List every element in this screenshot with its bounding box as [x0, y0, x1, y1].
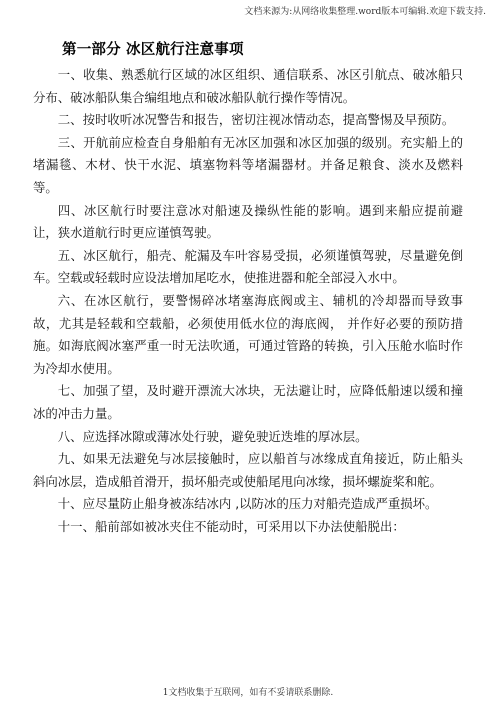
document-body — [33, 64, 463, 538]
paragraph-5: 五、冰区航行，船壳、舵漏及车叶容易受损，必须谨慎驾驶，尽量避免倒车。空载或轻载时应设法增加尾吃水，使推进器和舵全部浸入水中。 — [33, 247, 463, 286]
paragraph-10: 十、应尽量防止船身被冻结冰内 ,以防冰的压力对船壳造成严重损坏。 — [57, 496, 438, 512]
footer-note: 1文档收集于互联网，如有不妥请联系删除. — [162, 688, 334, 698]
section-title: 第一部分 冰区航行注意事项 — [62, 42, 244, 58]
source-note: 文档来源为:从网络收集整理.word版本可编辑.欢迎下载支持. — [244, 7, 486, 17]
paragraph-11: 十一、船前部如被冰夹住不能动时，可采用以下办法使船脱出： — [57, 518, 405, 534]
paragraph-8: 八、应选择冰隙或薄冰处行驶，避免驶近迭堆的厚冰层。 — [57, 428, 368, 444]
paragraph-6: 六、在冰区航行，要警惕碎冰堵塞海底阀或主、辅机的冷却器而导致事故，尤其是轻载和空载船，必须使用低水位的海底阀， 并作好必要的预防措施。如海底阀冰塞严重一时无法吹通，可通过管路的转换，引入压舱水临时作为冷却水使用。 — [33, 292, 463, 376]
paragraph-1: 一、收集、熟悉航行区域的冰区组织、通信联系、冰区引航点、破冰船只分布、破冰船队集合编组地点和破冰船队航行操作等情况。 — [33, 67, 463, 105]
paragraph-9: 九、如果无法避免与冰层接触时，应以船首与冰缘成直角接近，防止船头斜向冰层，造成船首滑开，损坏船壳或使船尾甩向冰缘，损坏螺旋桨和舵。 — [33, 451, 463, 489]
paragraph-4: 四、冰区航行时要注意冰对船速及操纵性能的影响。遇到来船应提前避让，狭水道航行时更应谨慎驾驶。 — [33, 202, 463, 241]
paragraph-3: 三、开航前应检查自身船舶有无冰区加强和冰区加强的级别。充实船上的堵漏毯、木材、快干水泥、填塞物料等堵漏器材。并备足粮食、淡水及燃料等。 — [33, 134, 463, 195]
paragraph-7: 七、加强了望，及时避开漂流大冰块，无法避让时，应降低船速以缓和撞冰的冲击力量。 — [33, 383, 463, 421]
paragraph-2: 二、按时收听冰况警告和报告，密切注视冰情动态，提高警惕及早预防。 — [57, 112, 455, 128]
